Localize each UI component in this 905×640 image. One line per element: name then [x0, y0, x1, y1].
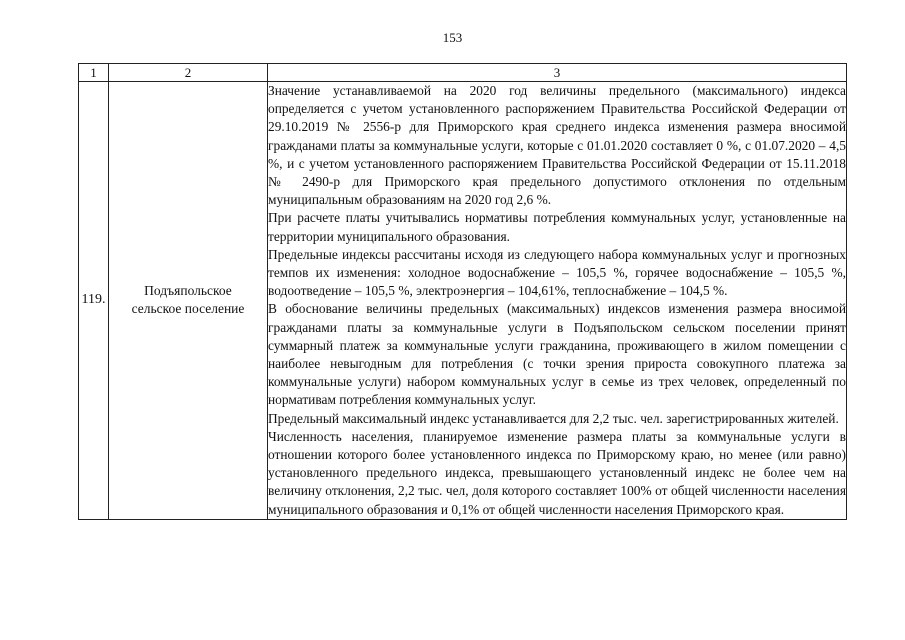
- description-cell: [268, 82, 847, 520]
- paragraph-norms: При расчете платы учитывались нормативы потребления коммунальных услуг, установленные на территории муниципального образования.: [268, 210, 846, 244]
- paragraph-justification: В обоснование величины предельных (максимальных) индексов изменения размера вносимой гражданами платы за коммунальные услуги в Подъяпольском сельском поселении принят суммарный платеж за коммунальные услуги гражданина, проживающего в жилом помещении с наиболее невыгодным для потребления (с точки зрения прироста совокупного платежа за коммунальные услуги) набором коммунальных услуг в семье из трех человек, определенный по нормативам потребления коммунальных услуг.: [268, 301, 846, 408]
- column-header-3: 3: [268, 64, 847, 82]
- paragraph-residents: Предельный максимальный индекс устанавливается для 2,2 тыс. чел. зарегистрированных жителей.: [268, 410, 839, 426]
- municipality-name: [109, 82, 268, 520]
- municipality-name-line2: сельское поселение: [131, 301, 245, 317]
- row-number: 119.: [79, 82, 109, 520]
- paragraph-population: Численность населения, планируемое изменение размера платы за коммунальные услуги в отношении которого более установленного индекса по Приморскому краю, но менее (или равно) установленного предельного индекса, превышающего установленный индекс не более чем на величину отклонения, 2,2 тыс. чел, доля которого составляет 100% от общей численности населения муниципального образования и 0,1% от общей численности населения Приморского края.: [268, 428, 846, 517]
- column-header-1: 1: [79, 64, 109, 82]
- paragraph-index-value: Значение устанавливаемой на 2020 год величины предельного (максимального) индекса определяется с учетом установленного распоряжением Правительства Российской Федерации от 29.10.2019 № 2556-р для Приморского края среднего индекса изменения размера вносимой гражданами платы за коммунальные услуги, которые с 01.01.2020 составляет 0 %, с 01.07.2020 – 4,5 %, и с учетом установленного распоряжением Правительства Российской Федерации от 15.11.2018 № 2490-р для Приморского края предельного допустимого отклонения по отдельным муниципальным образованиям на 2020 год 2,6 %.: [268, 83, 846, 208]
- page-number: 153: [442, 30, 463, 45]
- column-header-2: 2: [109, 64, 268, 82]
- data-table: [78, 63, 847, 520]
- paragraph-service-rates: Предельные индексы рассчитаны исходя из следующего набора коммунальных услуг и прогнозных темпов их изменения: холодное водоснабжение – 105,5 %, горячее водоснабжение – 105,5 %, водоотведение – 105,5 %, электроэнергия – 104,61%, теплоснабжение – 104,5 %.: [268, 246, 846, 299]
- table-header-row: [79, 64, 847, 82]
- table-row: [79, 82, 847, 520]
- municipality-name-line1: Подъяпольское: [144, 283, 232, 299]
